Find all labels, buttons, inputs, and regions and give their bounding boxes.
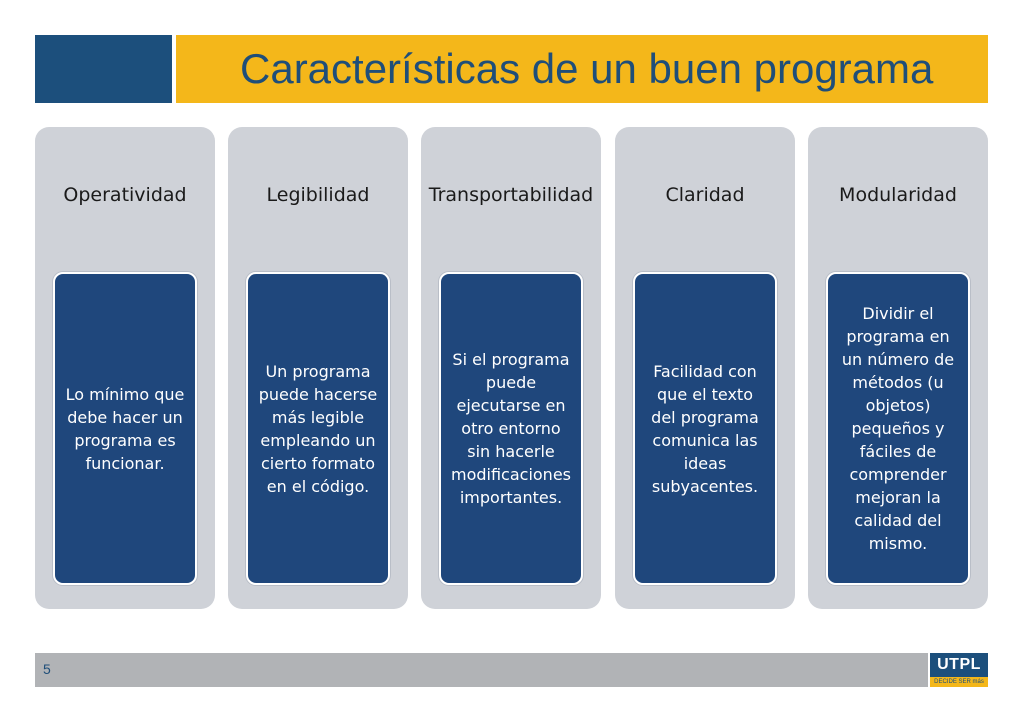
slide-title: Características de un buen programa bbox=[240, 45, 934, 92]
column-modularidad bbox=[808, 127, 988, 609]
column-description: Facilidad con que el texto del programa comunica las ideas subyacentes. bbox=[633, 272, 777, 585]
column-description: Un programa puede hacerse más legible empleando un cierto formato en el código. bbox=[246, 272, 390, 585]
column-description: Si el programa puede ejecutarse en otro entorno sin hacerle modificaciones importantes. bbox=[439, 272, 583, 585]
footer-bar bbox=[35, 653, 928, 687]
column-claridad bbox=[615, 127, 795, 609]
column-legibilidad bbox=[228, 127, 408, 609]
column-description: Lo mínimo que debe hacer un programa es funcionar. bbox=[53, 272, 197, 585]
utpl-logo bbox=[930, 653, 988, 687]
column-title: Modularidad bbox=[839, 184, 957, 206]
column-transportabilidad bbox=[421, 127, 601, 609]
column-title: Claridad bbox=[665, 184, 745, 206]
column-operatividad bbox=[35, 127, 215, 609]
column-title: Operatividad bbox=[63, 184, 187, 206]
column-title: Transportabilidad bbox=[428, 184, 594, 206]
page-number: 5 bbox=[43, 661, 51, 677]
column-title: Legibilidad bbox=[266, 184, 370, 206]
logo-tagline: DECIDE SER más bbox=[930, 677, 988, 687]
column-description: Dividir el programa en un número de métodos (u objetos) pequeños y fáciles de comprender mejoran la calidad del mismo. bbox=[826, 272, 970, 585]
title-bar bbox=[176, 35, 988, 103]
logo-name: UTPL bbox=[930, 653, 988, 677]
title-accent-block bbox=[35, 35, 172, 103]
